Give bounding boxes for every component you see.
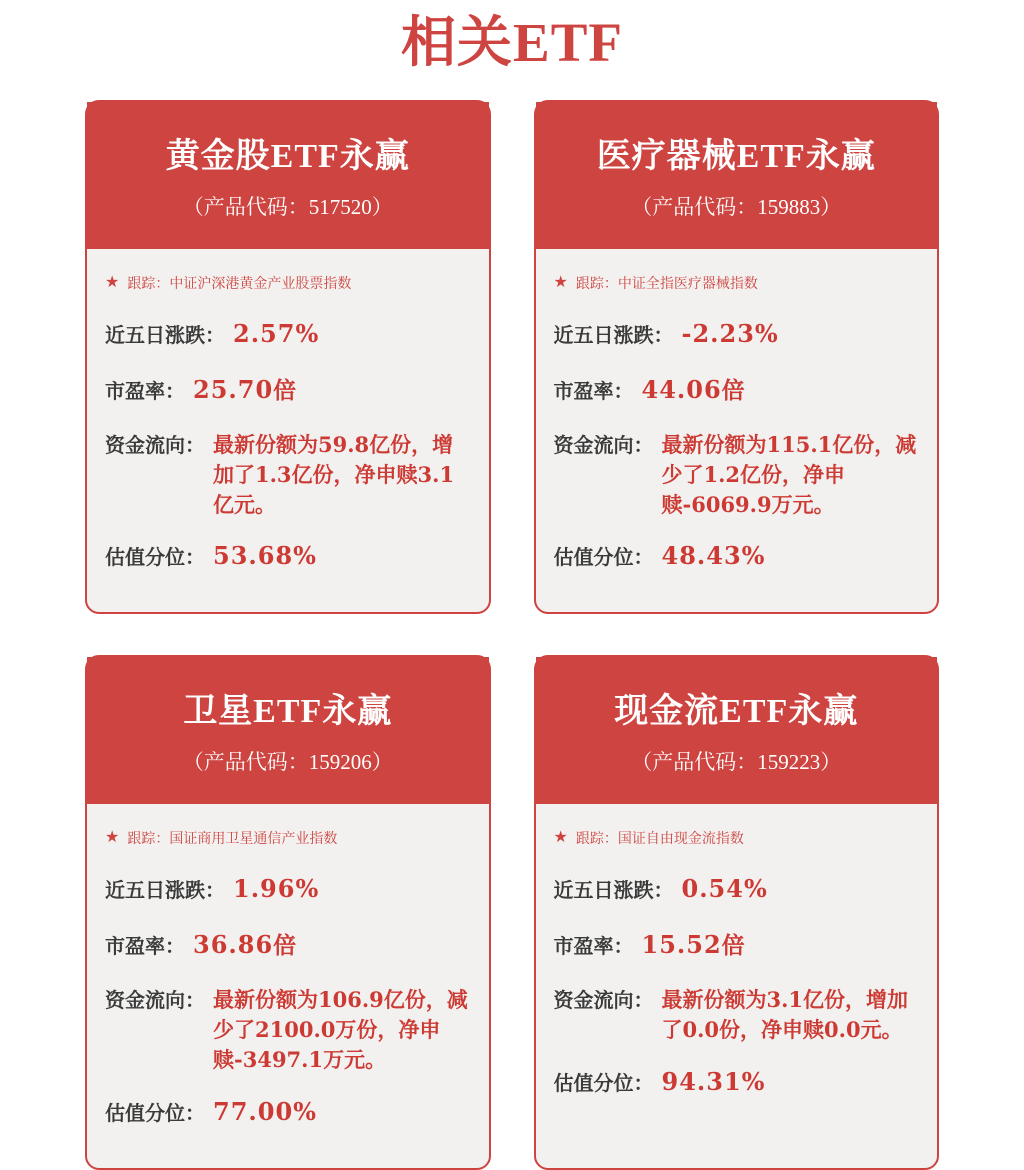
etf-name: 医疗器械ETF永赢: [596, 138, 876, 175]
product-code: （产品代码：159883）: [631, 195, 842, 219]
star-icon: ★: [105, 829, 120, 847]
pe-value: 25.70: [193, 375, 274, 404]
change-value: 0.54%: [681, 874, 768, 904]
pe-row: [554, 927, 918, 960]
pe-unit: 倍: [273, 377, 297, 403]
flow-row: [105, 984, 469, 1074]
etf-card-cash-flow: [534, 655, 940, 1169]
change-value: 1.96%: [233, 874, 320, 904]
card-body: [536, 249, 938, 612]
card-body: [87, 249, 489, 612]
product-code: （产品代码：159223）: [631, 750, 842, 775]
etf-card-satellite: [85, 655, 491, 1169]
valuation-label: 估值分位：: [105, 547, 205, 570]
card-header: [87, 102, 489, 249]
tracking-label: 跟踪：: [127, 830, 170, 847]
change-label: 近五日涨跌：: [105, 325, 225, 347]
change-row: [554, 874, 918, 903]
flow-text: 最新份额为115.1亿份，减少了1.2亿份，净申赎-6069.9万元。: [661, 432, 917, 517]
valuation-row: [105, 541, 469, 570]
change-label: 近五日涨跌：: [105, 880, 225, 903]
valuation-value: 48.43%: [661, 541, 766, 571]
flow-text: 最新份额为3.1亿份，增加了0.0份，净申赎0.0元。: [661, 987, 909, 1043]
change-row: [105, 319, 469, 348]
pe-label: 市盈率：: [553, 381, 634, 403]
change-value: 2.57%: [233, 319, 320, 348]
valuation-row: [554, 1067, 918, 1096]
valuation-label: 估值分位：: [553, 1073, 654, 1096]
valuation-label: 估值分位：: [553, 547, 654, 570]
tracking-row: [554, 828, 918, 848]
card-body: [536, 804, 938, 1167]
valuation-value: 94.31%: [661, 1067, 766, 1097]
pe-label: 市盈率：: [105, 381, 185, 403]
etf-card-gold-stock: [85, 100, 491, 614]
valuation-value: 53.68%: [213, 541, 317, 571]
star-icon: ★: [553, 829, 568, 847]
tracking-row: [554, 273, 918, 293]
etf-name: 黄金股ETF永赢: [165, 138, 410, 175]
etf-name: 现金流ETF永赢: [614, 693, 859, 731]
tracking-label: 跟踪：: [575, 275, 618, 291]
pe-unit: 倍: [721, 377, 745, 403]
pe-row: [105, 927, 469, 960]
pe-row: [105, 372, 469, 405]
star-icon: ★: [105, 274, 120, 291]
change-row: [554, 319, 918, 348]
flow-row: [554, 429, 918, 519]
tracking-label: 跟踪：: [575, 830, 618, 847]
tracking-row: [105, 828, 469, 848]
pe-unit: 倍: [721, 932, 745, 959]
flow-text: 最新份额为106.9亿份，减少了2100.0万份，净申赎-3497.1万元。: [213, 987, 468, 1073]
flow-row: [554, 984, 918, 1045]
change-value: -2.23%: [681, 319, 779, 348]
card-body: [87, 804, 489, 1167]
flow-text: 最新份额为59.8亿份，增加了1.3亿份，净申赎3.1亿元。: [213, 432, 455, 517]
etf-card-medical-device: [534, 100, 940, 614]
flow-label: 资金流向：: [105, 990, 205, 1013]
change-row: [105, 874, 469, 903]
pe-value: 15.52: [641, 930, 722, 960]
star-icon: ★: [553, 274, 568, 291]
etf-cards-grid: [85, 100, 939, 1170]
valuation-label: 估值分位：: [105, 1102, 205, 1125]
valuation-row: [105, 1097, 469, 1126]
pe-label: 市盈率：: [553, 936, 634, 959]
flow-row: [105, 429, 469, 519]
change-label: 近五日涨跌：: [553, 325, 674, 347]
tracking-index: 中证沪深港黄金产业股票指数: [169, 275, 352, 291]
flow-label: 资金流向：: [105, 435, 205, 457]
card-header: [87, 657, 489, 804]
tracking-label: 跟踪：: [127, 275, 170, 291]
valuation-value: 77.00%: [213, 1096, 317, 1126]
tracking-row: [105, 273, 469, 293]
pe-value: 36.86: [193, 930, 274, 960]
pe-value: 44.06: [641, 375, 722, 404]
pe-unit: 倍: [273, 932, 297, 959]
pe-row: [554, 372, 918, 405]
card-header: [536, 102, 938, 249]
change-label: 近五日涨跌：: [553, 880, 674, 903]
product-code: （产品代码：517520）: [182, 195, 393, 219]
tracking-index: 中证全指医疗器械指数: [617, 275, 758, 291]
tracking-index: 国证自由现金流指数: [617, 830, 744, 847]
etf-name: 卫星ETF永赢: [183, 693, 393, 731]
flow-label: 资金流向：: [553, 435, 654, 457]
tracking-index: 国证商用卫星通信产业指数: [169, 830, 338, 847]
flow-label: 资金流向：: [553, 990, 654, 1013]
card-header: [536, 657, 938, 804]
pe-label: 市盈率：: [105, 936, 185, 959]
valuation-row: [554, 541, 918, 570]
product-code: （产品代码：159206）: [182, 750, 393, 775]
page-title: 相关ETF: [401, 12, 623, 73]
